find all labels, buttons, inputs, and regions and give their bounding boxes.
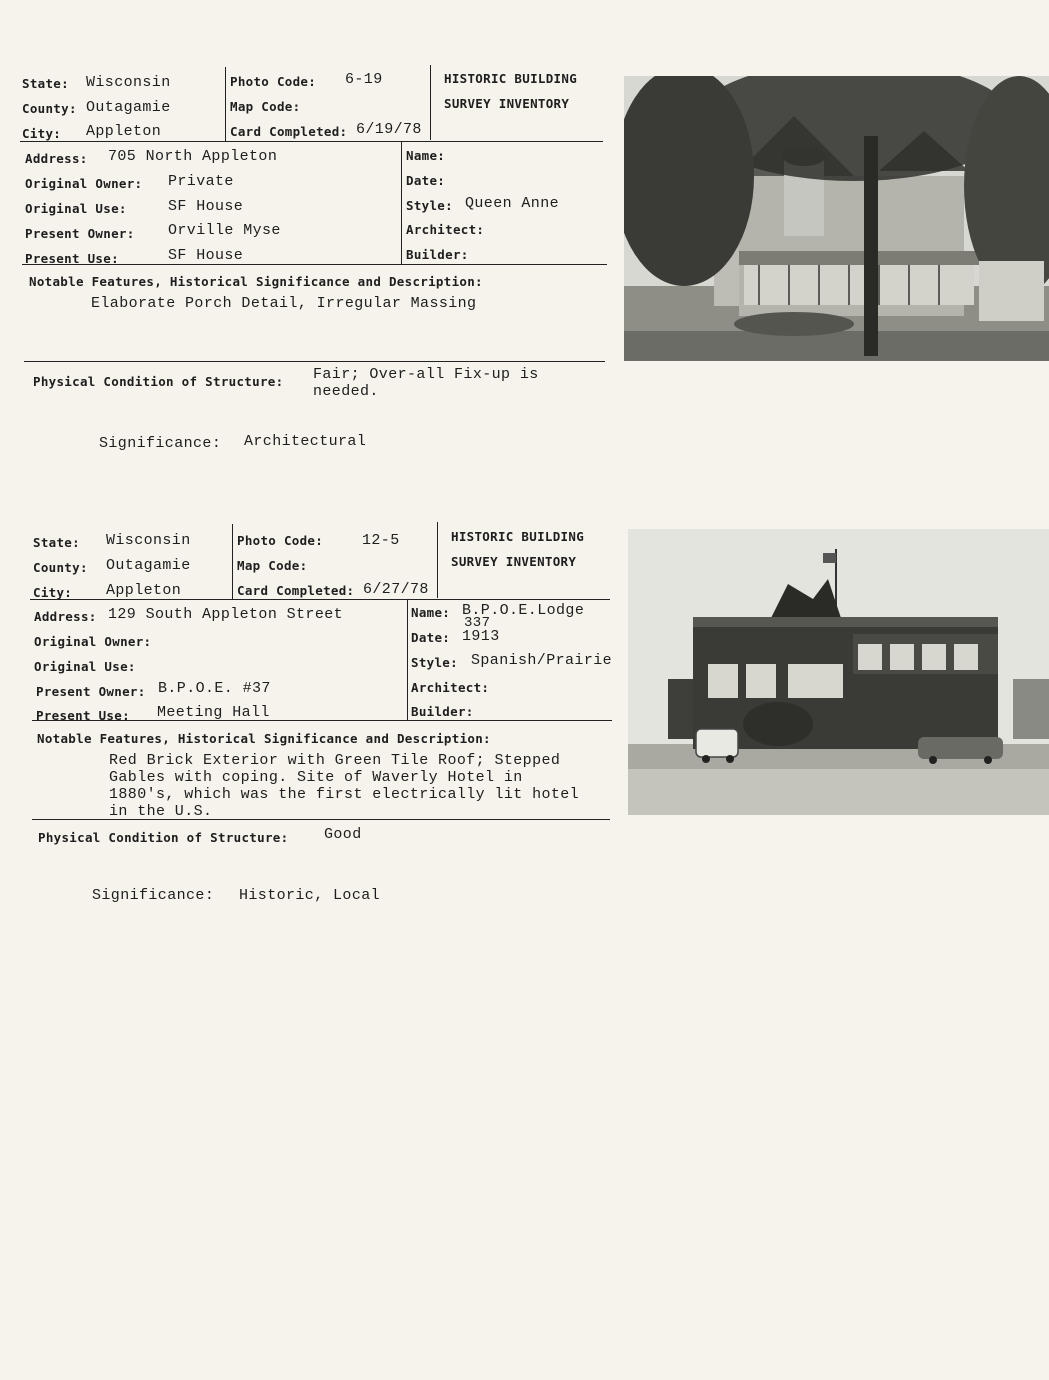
county-value: Outagamie: [106, 557, 191, 574]
photo-code-label: Photo Code:: [237, 533, 324, 548]
name-label: Name:: [411, 605, 451, 620]
county-label: County:: [22, 101, 77, 116]
state-value: Wisconsin: [86, 74, 171, 91]
present-owner-label: Present Owner:: [36, 684, 146, 699]
city-label: City:: [22, 126, 62, 141]
original-owner-value: Private: [168, 173, 234, 190]
notable-features-value: Elaborate Porch Detail, Irregular Massing: [91, 295, 477, 312]
divider: [32, 720, 612, 721]
physical-condition-value: Fair; Over-all Fix-up is needed.: [313, 366, 539, 400]
present-owner-value: B.P.O.E. #37: [158, 680, 271, 697]
divider: [437, 522, 438, 598]
present-use-value: Meeting Hall: [157, 704, 270, 721]
date-value: 1913: [462, 628, 500, 645]
address-value: 705 North Appleton: [108, 148, 278, 165]
notable-features-label: Notable Features, Historical Significance and Description:: [29, 274, 483, 289]
original-use-label: Original Use:: [25, 201, 127, 216]
builder-label: Builder:: [406, 247, 469, 262]
address-value: 129 South Appleton Street: [108, 606, 344, 623]
city-label: City:: [33, 585, 73, 600]
name-value: B.P.O.E.Lodge: [462, 602, 585, 619]
building-photo: [624, 76, 1049, 361]
present-owner-label: Present Owner:: [25, 226, 135, 241]
style-label: Style:: [411, 655, 458, 670]
notable-features-label: Notable Features, Historical Significance and Description:: [37, 731, 491, 746]
style-value: Queen Anne: [465, 195, 560, 212]
significance-value: Architectural: [244, 433, 367, 450]
architect-label: Architect:: [406, 222, 485, 237]
survey-header-line1: HISTORIC BUILDING: [444, 71, 578, 86]
address-label: Address:: [34, 609, 97, 624]
photo-code-value: 12-5: [362, 532, 400, 549]
survey-header-line2: SURVEY INVENTORY: [444, 96, 570, 111]
divider: [24, 361, 605, 362]
divider: [401, 141, 402, 265]
present-use-label: Present Use:: [36, 708, 130, 723]
house-photo-illustration: [624, 76, 1049, 361]
lodge-photo-illustration: [628, 529, 1049, 815]
original-owner-label: Original Owner:: [25, 176, 143, 191]
card-completed-value: 6/19/78: [356, 121, 422, 138]
map-code-label: Map Code:: [230, 99, 301, 114]
builder-label: Builder:: [411, 704, 474, 719]
original-owner-label: Original Owner:: [34, 634, 152, 649]
card-completed-label: Card Completed:: [230, 124, 348, 139]
divider: [22, 264, 607, 265]
physical-condition-label: Physical Condition of Structure:: [38, 830, 289, 845]
original-use-label: Original Use:: [34, 659, 136, 674]
state-value: Wisconsin: [106, 532, 191, 549]
significance-label: Significance:: [92, 887, 215, 904]
physical-condition-value: Good: [324, 826, 362, 843]
building-photo: [628, 529, 1049, 815]
notable-features-value: Red Brick Exterior with Green Tile Roof; Stepped Gables with coping. Site of Waverly Hotel in 1880's, which was the first electrically lit hotel in the U.S.: [109, 752, 580, 820]
state-label: State:: [22, 76, 69, 91]
name-label: Name:: [406, 148, 446, 163]
divider: [232, 524, 233, 599]
divider: [32, 819, 610, 820]
divider: [30, 599, 610, 600]
photo-code-value: 6-19: [345, 71, 383, 88]
present-use-value: SF House: [168, 247, 244, 264]
address-label: Address:: [25, 151, 88, 166]
present-owner-value: Orville Myse: [168, 222, 281, 239]
divider: [20, 141, 603, 142]
county-value: Outagamie: [86, 99, 171, 116]
original-use-value: SF House: [168, 198, 244, 215]
state-label: State:: [33, 535, 80, 550]
date-label: Date:: [406, 173, 446, 188]
survey-header-line1: HISTORIC BUILDING: [451, 529, 585, 544]
card-completed-value: 6/27/78: [363, 581, 429, 598]
divider: [225, 67, 226, 142]
city-value: Appleton: [106, 582, 182, 599]
city-value: Appleton: [86, 123, 162, 140]
style-value: Spanish/Prairie: [471, 652, 613, 669]
date-label: Date:: [411, 630, 451, 645]
divider: [407, 599, 408, 721]
map-code-label: Map Code:: [237, 558, 308, 573]
present-use-label: Present Use:: [25, 251, 119, 266]
divider: [430, 65, 431, 140]
name-value-line2: 337: [464, 615, 491, 631]
photo-code-label: Photo Code:: [230, 74, 317, 89]
significance-value: Historic, Local: [239, 887, 381, 904]
significance-label: Significance:: [99, 435, 222, 452]
architect-label: Architect:: [411, 680, 490, 695]
survey-header-line2: SURVEY INVENTORY: [451, 554, 577, 569]
card-completed-label: Card Completed:: [237, 583, 355, 598]
style-label: Style:: [406, 198, 453, 213]
physical-condition-label: Physical Condition of Structure:: [33, 374, 284, 389]
county-label: County:: [33, 560, 88, 575]
